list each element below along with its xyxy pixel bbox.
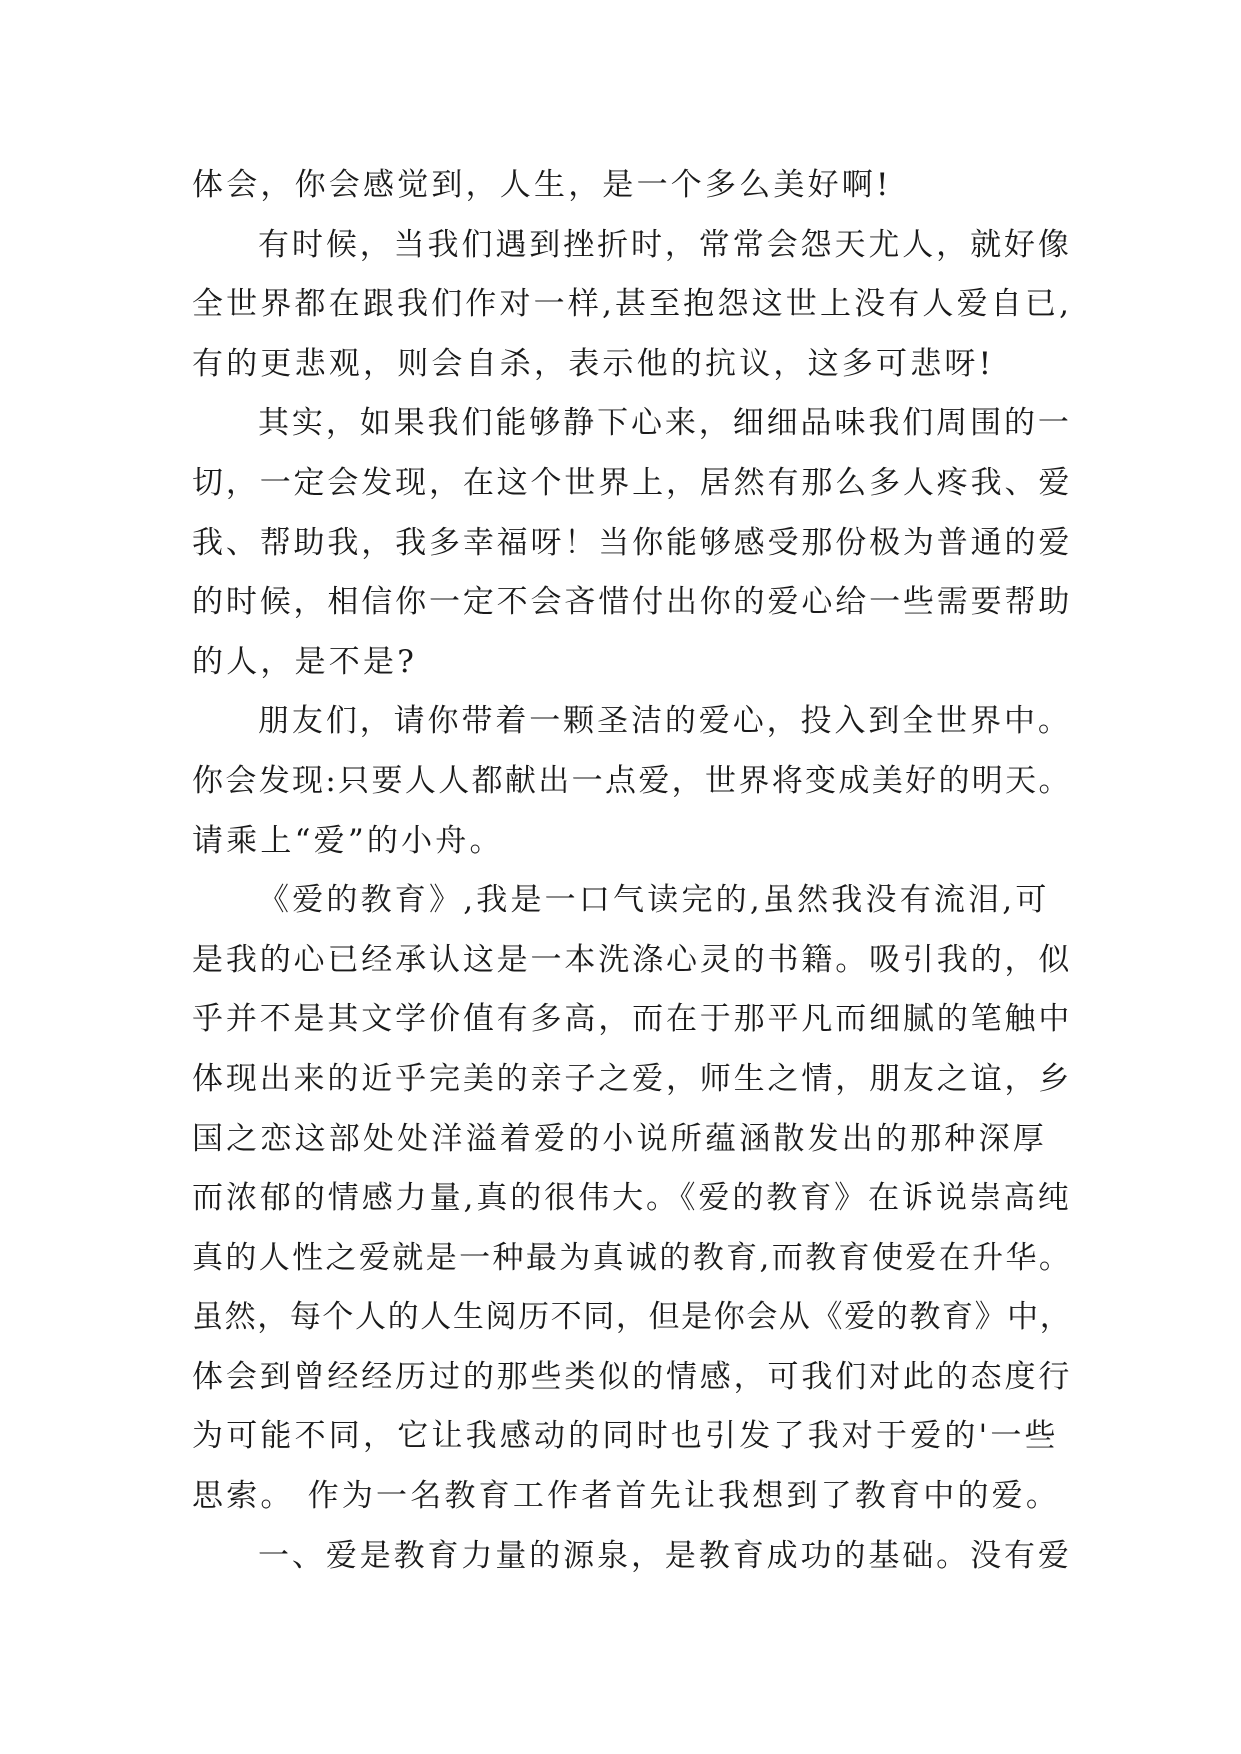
- body-text: [192, 156, 1072, 1586]
- text-line: 国之恋这部处处洋溢着爱的小说所蕴涵散发出的那种深厚: [192, 1120, 1047, 1157]
- text-line: 虽然，每个人的人生阅历不同，但是你会从《爱的教育》中，: [192, 1299, 1073, 1336]
- text-line: 体会，你会感觉到，人生，是一个多么美好啊!: [192, 167, 892, 203]
- text-line: 全世界都在跟我们作对一样,甚至抱怨这世上没有人爱自已,: [192, 286, 1073, 323]
- text-line: 其实，如果我们能够静下心来，细细品味我们周围的一: [258, 405, 1072, 442]
- text-line: 《爱的教育》,我是一口气读完的,虽然我没有流泪,可: [258, 882, 1050, 919]
- text-line: 乎并不是其文学价值有多高，而在于那平凡而细腻的笔触中: [192, 1001, 1073, 1038]
- text-line: 真的人性之爱就是一种最为真诚的教育,而教育使爱在升华。: [192, 1239, 1073, 1276]
- text-line: 而浓郁的情感力量,真的很伟大。《爱的教育》在诉说崇高纯: [192, 1180, 1072, 1217]
- text-line: 体会到曾经经历过的那些类似的情感，可我们对此的态度行: [192, 1358, 1073, 1395]
- text-line: 的时候，相信你一定不会吝惜付出你的爱心给一些需要帮助: [192, 584, 1073, 621]
- text-line: 请乘上“爱”的小舟。: [192, 822, 504, 859]
- text-line: 切，一定会发现，在这个世界上，居然有那么多人疼我、爱: [192, 464, 1073, 501]
- text-line: 朋友们，请你带着一颗圣洁的爱心，投入到全世界中。: [258, 703, 1072, 740]
- text-line: 有时候，当我们遇到挫折时，常常会怨天尤人，就好像: [258, 226, 1072, 263]
- text-line: 的人，是不是?: [192, 643, 418, 680]
- text-line: 你会发现:只要人人都献出一点爱，世界将变成美好的明天。: [192, 762, 1072, 799]
- text-line: 思索。 作为一名教育工作者首先让我想到了教育中的爱。: [192, 1478, 1061, 1515]
- text-line: 体现出来的近乎完美的亲子之爱，师生之情，朋友之谊，乡: [192, 1060, 1073, 1097]
- text-line: 有的更悲观，则会自杀，表示他的抗议，这多可悲呀!: [192, 345, 995, 382]
- text-line: 为可能不同，它让我感动的同时也引发了我对于爱的'一些: [192, 1418, 1059, 1455]
- text-line: 是我的心已经承认这是一本洗涤心灵的书籍。吸引我的，似: [192, 941, 1073, 978]
- text-line: 一、爱是教育力量的源泉，是教育成功的基础。没有爱: [258, 1537, 1072, 1574]
- text-line: 我、帮助我，我多幸福呀！当你能够感受那份极为普通的爱: [192, 524, 1073, 561]
